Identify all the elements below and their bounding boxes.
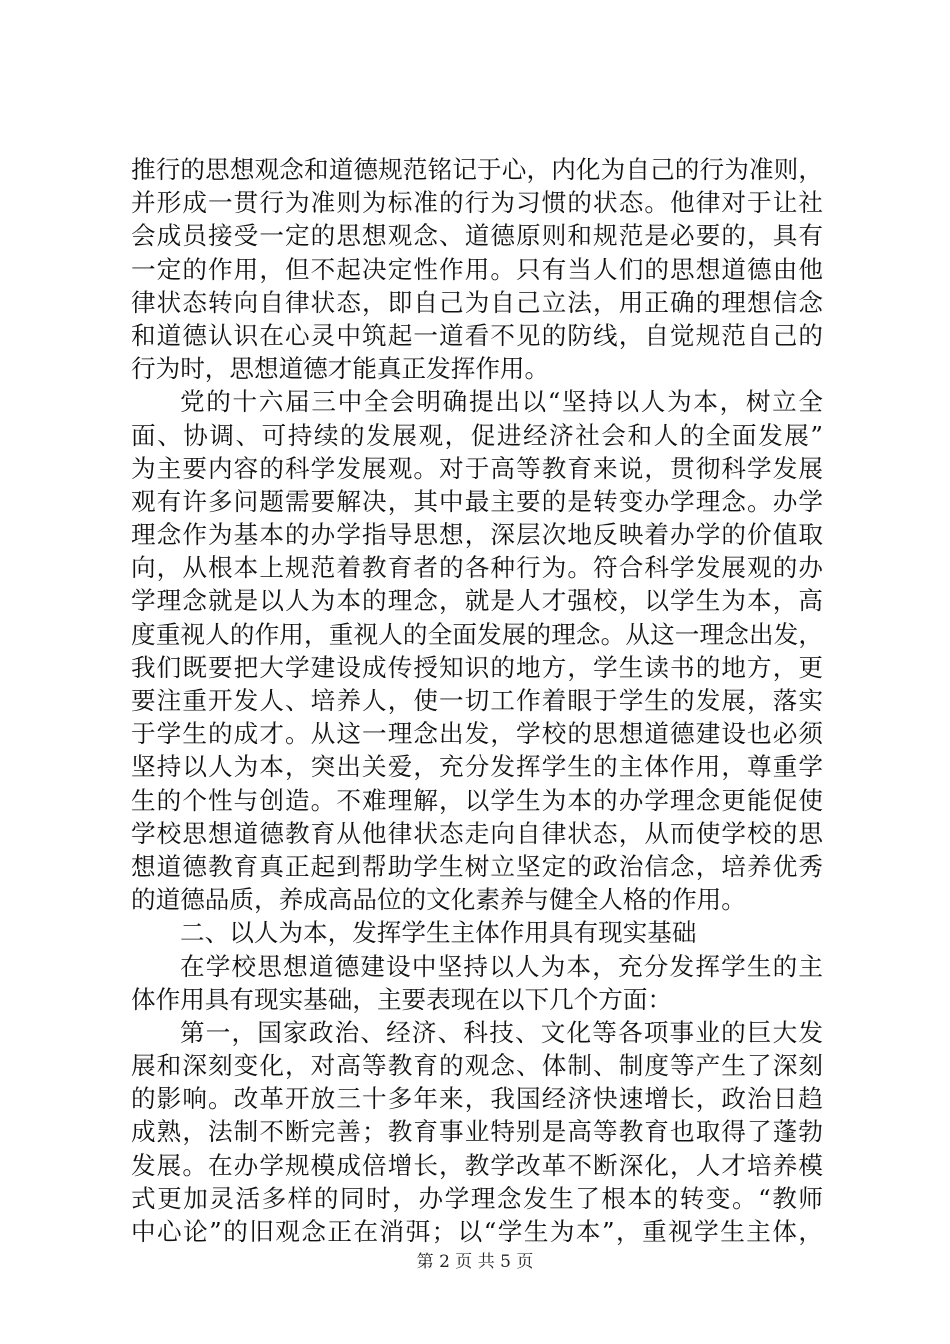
text-line: 的影响。改革开放三十多年来，我国经济快速增长，政治日趋: [131, 1084, 823, 1114]
page-number-footer: 第 2 页 共 5 页: [416, 1252, 534, 1272]
text-line: 推行的思想观念和道德规范铭记于心，内化为自己的行为准则，: [131, 155, 823, 184]
text-line: 向，从根本上规范着教育者的各种行为。符合科学发展观的办: [131, 553, 823, 583]
text-line: 为主要内容的科学发展观。对于高等教育来说，贯彻科学发展: [131, 453, 823, 483]
paragraph-first-line: 党的十六届三中全会明确提出以“坚持以人为本，树立全: [180, 387, 823, 417]
text-line: 成熟，法制不断完善；教育事业特别是高等教育也取得了蓬勃: [131, 1117, 823, 1147]
text-line: 于学生的成才。从这一理念出发，学校的思想道德建设也必须: [131, 719, 823, 749]
body-text: [131, 153, 823, 1248]
text-line: 我们既要把大学建设成传授知识的地方，学生读书的地方，更: [131, 652, 823, 682]
text-line: 观有许多问题需要解决，其中最主要的是转变办学理念。办学: [131, 486, 823, 516]
text-line: 度重视人的作用，重视人的全面发展的理念。从这一理念出发，: [131, 619, 823, 649]
text-line: 理念作为基本的办学指导思想，深层次地反映着办学的价值取: [131, 520, 823, 550]
paragraph-first-line: 在学校思想道德建设中坚持以人为本，充分发挥学生的主: [180, 951, 823, 981]
text-line: 的道德品质，养成高品位的文化素养与健全人格的作用。: [131, 885, 746, 915]
text-line: 学理念就是以人为本的理念，就是人才强校，以学生为本，高: [131, 586, 823, 616]
text-line: 并形成一贯行为准则为标准的行为习惯的状态。他律对于让社: [131, 188, 823, 218]
text-line: 要注重开发人、培养人，使一切工作着眼于学生的发展，落实: [131, 686, 823, 715]
text-line: 展和深刻变化，对高等教育的观念、体制、制度等产生了深刻: [131, 1051, 823, 1081]
text-line: 和道德认识在心灵中筑起一道看不见的防线，自觉规范自己的: [131, 320, 823, 350]
text-line: 律状态转向自律状态，即自己为自己立法，用正确的理想信念: [131, 287, 823, 317]
text-line: 发展。在办学规模成倍增长，教学改革不断深化，人才培养模: [131, 1150, 823, 1180]
text-line: 一定的作用，但不起决定性作用。只有当人们的思想道德由他: [131, 254, 823, 284]
text-line: 体作用具有现实基础，主要表现在以下几个方面：: [131, 984, 673, 1014]
paragraph-first-line: 第一，国家政治、经济、科技、文化等各项事业的巨大发: [180, 1017, 823, 1047]
text-line: 行为时，思想道德才能真正发挥作用。: [131, 354, 550, 384]
text-line: 生的个性与创造。不难理解，以学生为本的办学理念更能促使: [131, 785, 823, 815]
section-heading: 二、以人为本，发挥学生主体作用具有现实基础: [180, 918, 697, 948]
text-line: 中心论”的旧观念正在消弭；以“学生为本”，重视学生主体，: [131, 1217, 823, 1246]
text-line: 坚持以人为本，突出关爱，充分发挥学生的主体作用，尊重学: [131, 752, 823, 782]
text-line: 想道德教育真正起到帮助学生树立坚定的政治信念，培养优秀: [131, 851, 823, 881]
text-line: 面、协调、可持续的发展观，促进经济社会和人的全面发展”: [131, 420, 823, 450]
text-line: 会成员接受一定的思想观念、道德原则和规范是必要的，具有: [131, 221, 823, 251]
text-line: 学校思想道德教育从他律状态走向自律状态，从而使学校的思: [131, 818, 823, 848]
text-line: 式更加灵活多样的同时，办学理念发生了根本的转变。“教师: [131, 1183, 823, 1213]
